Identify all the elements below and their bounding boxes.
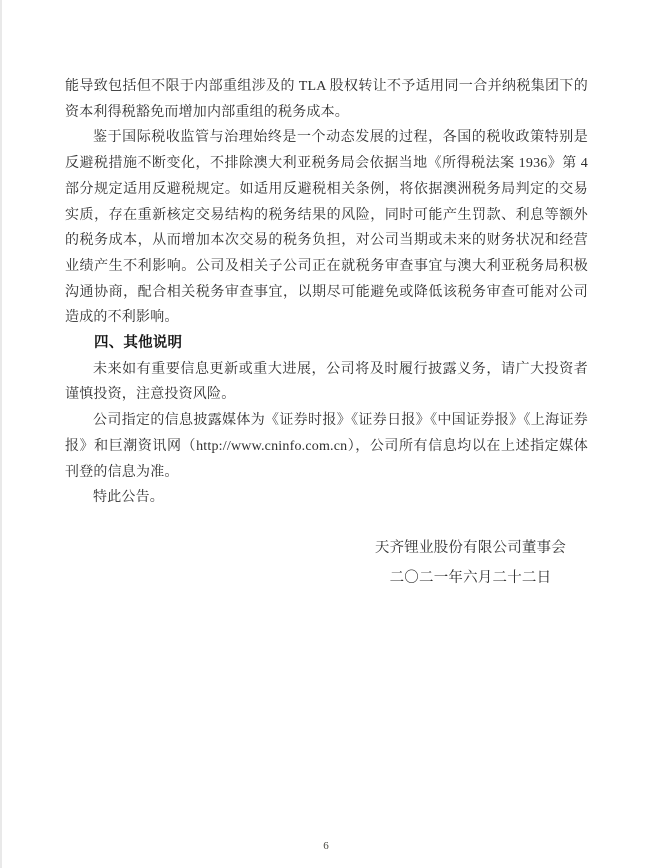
- page-number: 6: [323, 840, 329, 852]
- signature-date: 二〇二一年六月二十二日: [389, 569, 552, 586]
- document-body: [65, 74, 588, 593]
- paragraph-internal-restructuring-tax-cost: 能导致包括但不限于内部重组涉及的 TLA 股权转让不予适用同一合并纳税集团下的资本利得税豁免而增加内部重组的税务成本。: [65, 79, 588, 120]
- scan-edge-artifact: [0, 0, 2, 868]
- signature-company: 天齐锂业股份有限公司董事会: [374, 539, 566, 556]
- paragraph-anti-avoidance-tax-risk: 鉴于国际税收监管与治理始终是一个动态发展的过程，各国的税收政策特别是反避税措施不断变化，不排除澳大利亚税务局会依据当地《所得税法案 1936》第 4 部分规定适用反避税规定。如适用反避税相关条例，将依据澳洲税务局判定的交易实质，存在重新核定交易结构的税务结果的风险，同时可能产生罚款、利息等额外的税务成本，从而增加本次交易的税务负担，对公司当期或未来的财务状况和经营业绩产生不利影响。公司及相关子公司正在就税务审查事宜与澳大利亚税务局积极沟通协商，配合相关税务审查事宜，以期尽可能避免或降低该税务审查可能对公司造成的不利影响。: [65, 130, 588, 326]
- paragraph-future-disclosure: 未来如有重要信息更新或重大进展，公司将及时履行披露义务，请广大投资者谨慎投资，注意投资风险。: [65, 361, 588, 403]
- signature-block: [65, 533, 588, 593]
- signature-inner: [375, 533, 566, 593]
- paragraph-hereby-announced: 特此公告。: [93, 490, 164, 506]
- paragraph-designated-media: 公司指定的信息披露媒体为《证券时报》《证券日报》《中国证券报》《上海证券报》和巨潮资讯网（http://www.cninfo.com.cn），公司所有信息均以在上述指定媒体刊登的信息为准。: [65, 413, 588, 480]
- section-heading-other-notes: 四、其他说明: [94, 335, 183, 352]
